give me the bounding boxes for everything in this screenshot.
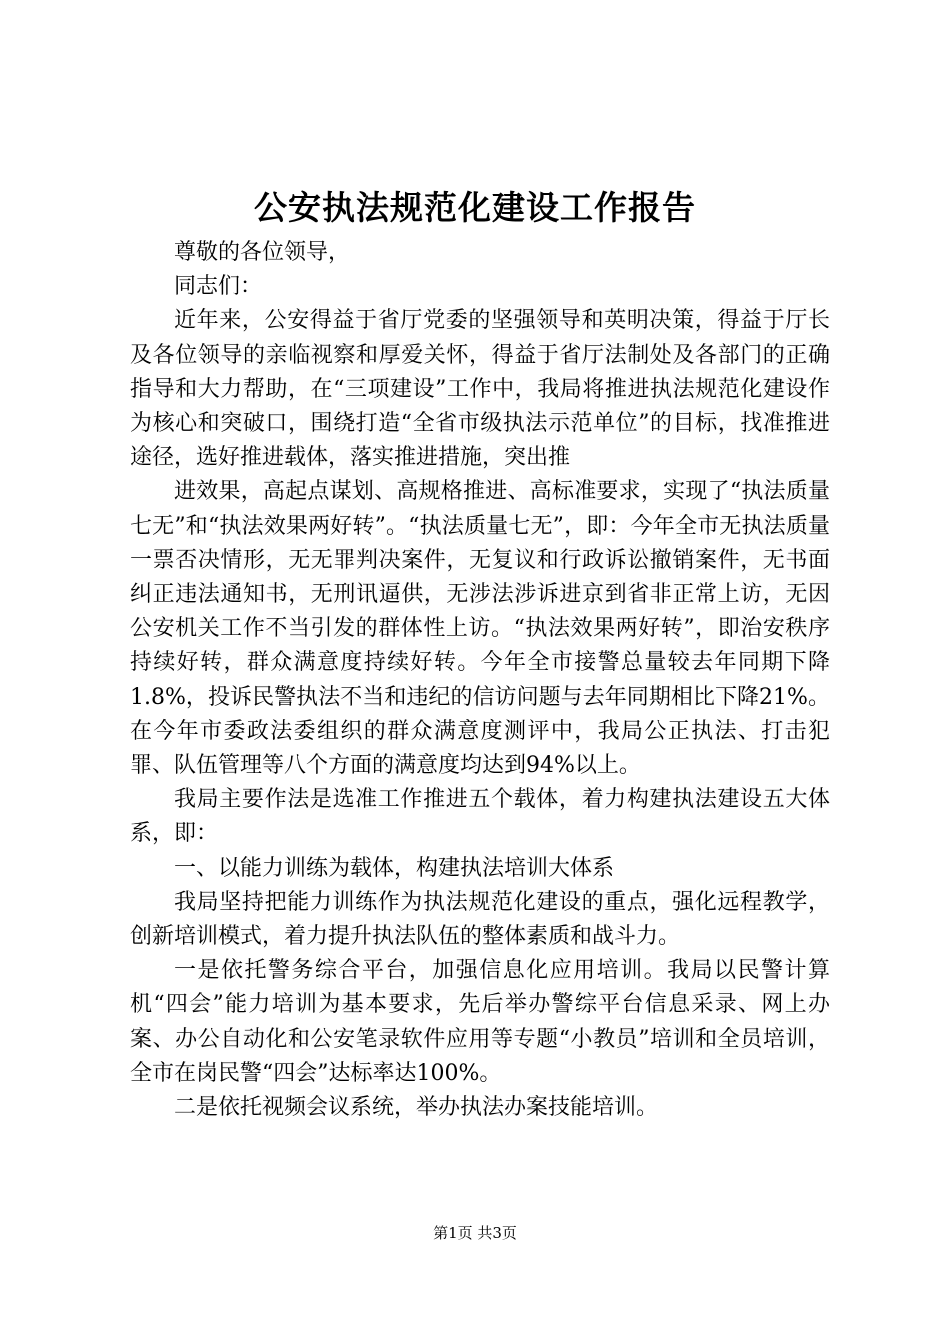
page-number-footer: 第1页 共3页 <box>433 1224 517 1242</box>
salutation-comrades: 同志们： <box>174 274 263 300</box>
section-heading-training: 一、以能力训练为载体，构建执法培训大体系 <box>174 855 615 881</box>
paragraph-results: 进效果，高起点谋划、高规格推进、高标准要求，实现了“执法质量七无”和“执法效果两好转”。“执法质量七无”，即：今年全市无执法质量一票否决情形，无无罪判决案件，无复议和行政诉讼撤销案件，无书面纠正违法通知书，无刑讯逼供，无涉法涉诉进京到省非正常上访，无因公安机关工作不当引发的群体性上访。“执法效果两好转”，即治安秩序持续好转，群众满意度持续好转。今年全市接警总量较去年同期下降1.8%，投诉民警执法不当和违纪的信访问题与去年同期相比下降21%。在今年市委政法委组织的群众满意度测评中，我局公正执法、打击犯罪、队伍管理等八个方面的满意度均达到94%以上。 <box>130 479 830 779</box>
document-body <box>130 236 830 1125</box>
paragraph-platform-training: 一是依托警务综合平台，加强信息化应用培训。我局以民警计算机“四会”能力培训为基本要求，先后举办警综平台信息采录、网上办案、办公自动化和公安笔录软件应用等专题“小教员”培训和全员培训，全市在岗民警“四会”达标率达100%。 <box>130 958 830 1086</box>
paragraph-training-focus: 我局坚持把能力训练作为执法规范化建设的重点，强化远程教学，创新培训模式，着力提升执法队伍的整体素质和战斗力。 <box>130 889 830 950</box>
paragraph-introduction: 近年来，公安得益于省厅党委的坚强领导和英明决策，得益于厅长及各位领导的亲临视察和厚爱关怀，得益于省厅法制处及各部门的正确指导和大力帮助，在“三项建设”工作中，我局将推进执法规范化建设作为核心和突破口，围绕打造“全省市级执法示范单位”的目标，找准推进途径，选好推进载体，落实推进措施，突出推 <box>130 308 830 471</box>
paragraph-main-approach: 我局主要作法是选准工作推进五个载体，着力构建执法建设五大体系，即： <box>130 787 830 847</box>
salutation-leaders: 尊敬的各位领导， <box>174 240 351 265</box>
document-title: 公安执法规范化建设工作报告 <box>254 188 696 227</box>
paragraph-video-training: 二是依托视频会议系统，举办执法办案技能培训。 <box>174 1095 659 1121</box>
